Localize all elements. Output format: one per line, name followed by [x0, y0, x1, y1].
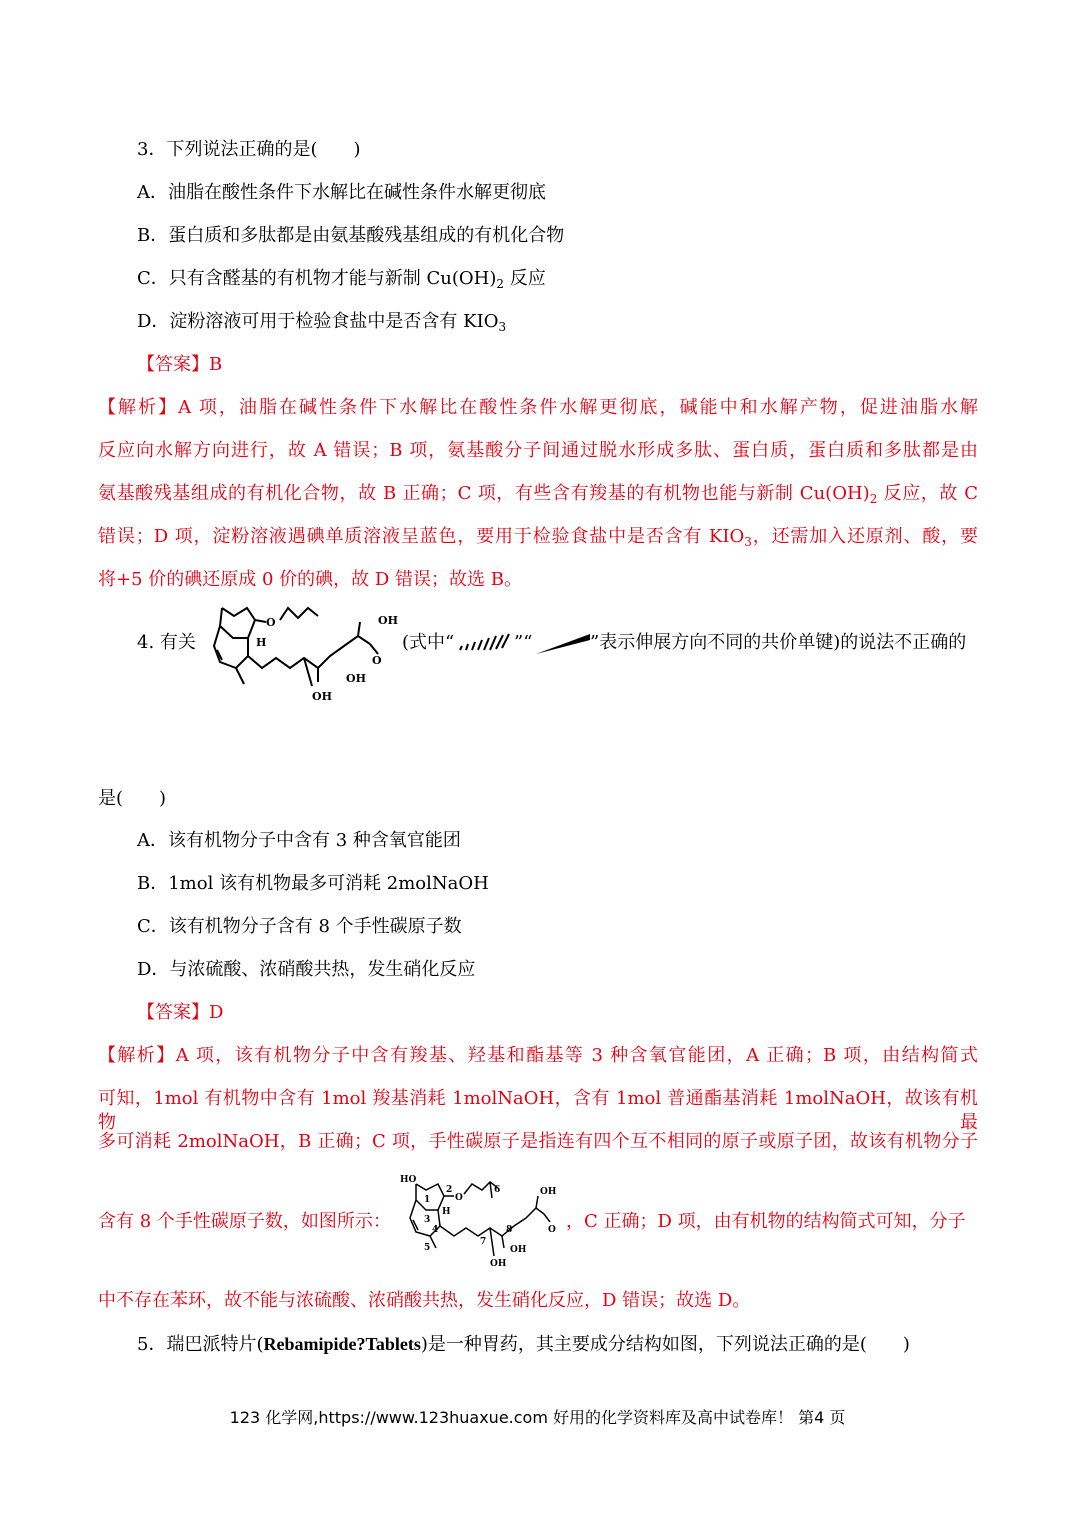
q3-explanation-line-4: 错误；D 项，淀粉溶液遇碘单质溶液呈蓝色，要用于检验食盐中是否含有 $KIO_3$，还需加入还原剂、酸，要	[98, 526, 979, 549]
q4-option-a: A．该有机物分子中含有 3 种含氧官能团	[137, 830, 461, 851]
hashed-wedge-bond-icon	[458, 632, 514, 654]
q3-option-d: D．淀粉溶液可用于检验食盐中是否含有 $KIO_3$	[137, 311, 507, 334]
q5-stem: 5．瑞巴派特片(Rebamipide?Tablets)是一种胃药，其主要成分结构如图，下列说法正确的是( )	[137, 1334, 910, 1355]
chiral-label-5: 5	[424, 1243, 431, 1253]
q4-stem-suffix: ”表示伸展方向不同的共价单键)的说法不正确的	[590, 632, 967, 653]
chiral-label-7: 7	[480, 1237, 487, 1247]
oh-bottom-label: OH	[312, 690, 332, 703]
q4-stem-prefix: 4. 有关	[137, 632, 196, 653]
q4-option-c: C．该有机物分子含有 8 个手性碳原子数	[137, 916, 462, 937]
q3-explanation-line-3: 氨基酸残基组成的有机化合物，故 B 正确；C 项，有些含有羧基的有机物也能与新制 $Cu(OH)_2$ 反应，故 C	[98, 483, 979, 506]
solid-wedge-bond-icon	[536, 632, 592, 656]
oh-mid-fig: OH	[510, 1245, 527, 1255]
ester-oxygen-label: O	[266, 616, 276, 629]
chiral-label-2: 2	[446, 1185, 453, 1195]
q3-answer: 【答案】B	[137, 354, 223, 375]
chiral-label-4: 4	[432, 1225, 439, 1235]
chiral-label-1: 1	[424, 1195, 431, 1205]
oh-mid-label: OH	[346, 672, 366, 685]
q4-stem-quote: ”“	[514, 632, 533, 653]
q4-stem-continuation: 是( )	[98, 788, 167, 809]
q3-option-b: B．蛋白质和多肽都是由氨基酸残基组成的有机化合物	[137, 225, 565, 246]
ester-o-label: O	[455, 1193, 463, 1203]
chiral-label-3: 3	[424, 1215, 431, 1225]
q4-answer: 【答案】D	[137, 1002, 224, 1023]
q4-option-d: D．与浓硫酸、浓硝酸共热，发生硝化反应	[137, 959, 476, 980]
q4-explanation-line-3: 多可消耗 2molNaOH，B 正确；C 项，手性碳原子是指连有四个互不相同的原子或原子团，故该有机物分子	[98, 1131, 978, 1152]
h-label: H	[256, 636, 267, 649]
q4-explanation-line-5: 中不存在苯环，故不能与浓硫酸、浓硝酸共热，发生硝化反应，D 错误；故选 D。	[98, 1290, 751, 1311]
chiral-label-6: 6	[494, 1185, 501, 1195]
q4-stem-middle: (式中“	[402, 632, 455, 653]
q4-explanation-line-4-prefix: 含有 8 个手性碳原子数，如图所示：	[98, 1211, 391, 1232]
h-label-fig: H	[442, 1207, 451, 1217]
page-footer: 123 化学网,https://www.123huaxue.com 好用的化学资料库及高中试卷库！ 第4 页	[229, 1408, 846, 1427]
q3-stem: 3．下列说法正确的是( )	[137, 139, 361, 160]
q4-explanation-line-4-suffix: ，C 正确；D 项，由有机物的结构简式可知，分子	[566, 1211, 966, 1232]
ho-label: HO	[400, 1175, 417, 1185]
oh-top-label: OH	[378, 614, 398, 627]
molecule-structure-figure	[200, 598, 400, 710]
q3-explanation-line-1: 【解析】A 项，油脂在碱性条件下水解比在酸性条件水解更彻底，碱能中和水解产物，促进油脂水解	[98, 397, 978, 418]
oh-top-fig: OH	[540, 1187, 557, 1197]
carbonyl-o-fig: O	[548, 1225, 556, 1235]
q4-explanation-line-2: 可知，1mol 有机物中含有 1mol 羧基消耗 1molNaOH，含有 1mol 普通酯基消耗 1molNaOH，故该有机物最	[98, 1088, 978, 1133]
carbonyl-o-label: O	[372, 654, 382, 667]
q4-explanation-line-1: 【解析】A 项，该有机物分子中含有羧基、羟基和酯基等 3 种含氧官能团，A 正确；B 项，由结构简式	[98, 1045, 978, 1066]
q3-explanation-line-5: 将+5 价的碘还原成 0 价的碘，故 D 错误；故选 B。	[98, 569, 522, 590]
chiral-carbon-figure	[398, 1170, 562, 1270]
q3-explanation-line-2: 反应向水解方向进行，故 A 错误；B 项，氨基酸分子间通过脱水形成多肽、蛋白质，蛋白质和多肽都是由	[98, 440, 978, 461]
oh-bottom-fig: OH	[490, 1259, 507, 1269]
q4-option-b: B．1mol 该有机物最多可消耗 2molNaOH	[137, 873, 489, 894]
chiral-label-8: 8	[506, 1225, 513, 1235]
q3-option-c: C．只有含醛基的有机物才能与新制 $Cu(OH)_2$ 反应	[137, 268, 546, 291]
q3-option-a: A．油脂在酸性条件下水解比在碱性条件水解更彻底	[137, 182, 546, 203]
